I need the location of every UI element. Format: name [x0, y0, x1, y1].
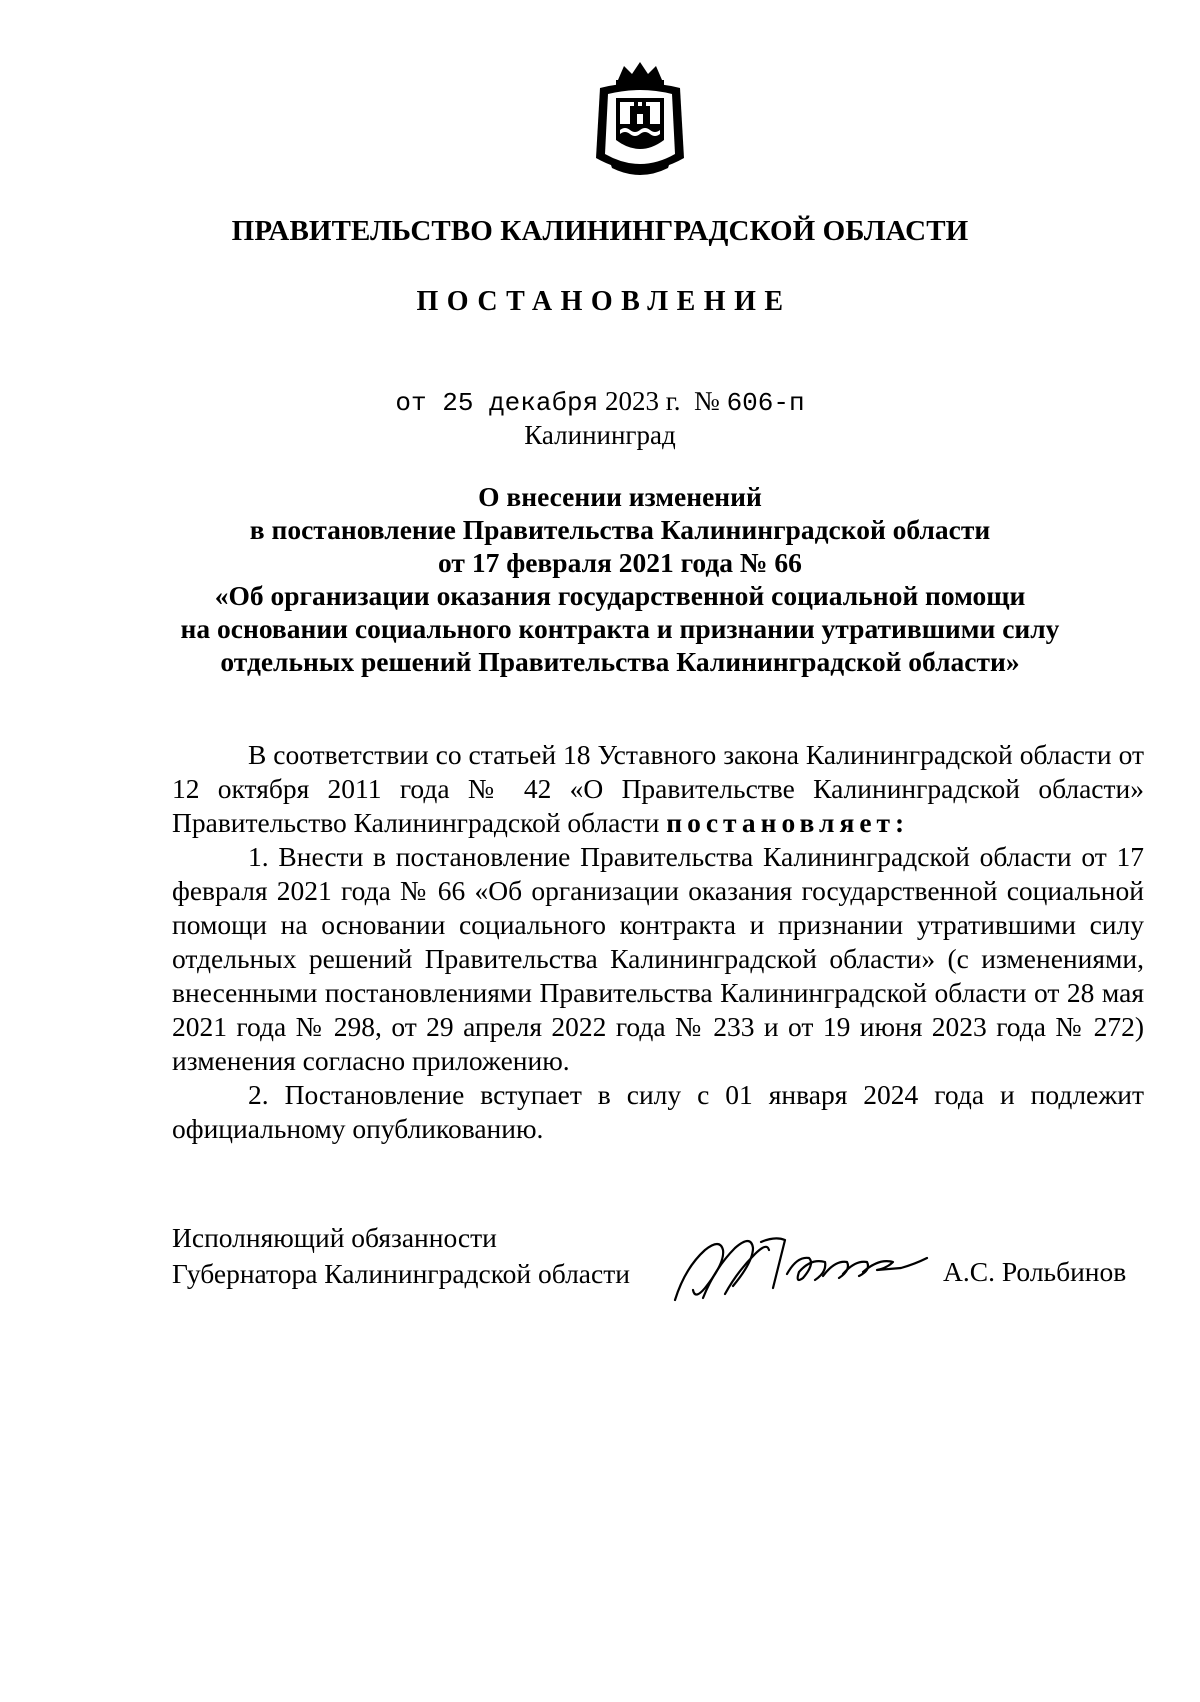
- subject-line: О внесении изменений: [478, 481, 762, 512]
- item-1-paragraph: 1. Внести в постановление Правительства Калининградской области от 17 февраля 2021 года № 66 «Об организации оказания государственной социальной помощи на основании социального контракта и признании утратившими силу отдельных решений Правительства Калининградской области» (с изменениями, внесенными постановлениями Правительства Калининградской области от 28 мая 2021 года № 298, от 29 апреля 2022 года № 233 и от 19 июня 2023 года № 272) изменения согласно приложению.: [172, 841, 1144, 1076]
- document-subject: [160, 480, 1080, 678]
- coat-of-arms-icon: [590, 58, 690, 183]
- preamble-text: В соответствии со статьей 18 Уставного закона Калининградской области от 12 октября 2011 года № 42 «О Правительстве Калининградской области» Правительство Калининградской области: [172, 739, 1144, 838]
- item-2-paragraph: 2. Постановление вступает в силу с 01 января 2024 года и подлежит официальному опубликованию.: [172, 1079, 1144, 1144]
- signer-name: А.С. Рольбинов: [943, 1256, 1127, 1287]
- number-sign: №: [694, 386, 720, 416]
- document-type: ПОСТАНОВЛЕНИЕ: [416, 286, 792, 317]
- organization-title: ПРАВИТЕЛЬСТВО КАЛИНИНГРАДСКОЙ ОБЛАСТИ: [231, 215, 969, 247]
- resolves-word: постановляет:: [666, 807, 910, 838]
- signer-position-line-2: Губернатора Калининградской области: [172, 1258, 630, 1289]
- signer-position-line-1: Исполняющий обязанности: [172, 1222, 497, 1253]
- issue-year: 2023 г.: [605, 386, 681, 416]
- handwritten-signature-icon: [665, 1228, 935, 1308]
- subject-line: на основании социального контракта и признании утратившими силу: [180, 613, 1060, 644]
- subject-line: отдельных решений Правительства Калининградской области»: [220, 646, 1020, 677]
- subject-line: в постановление Правительства Калининградской области: [249, 514, 991, 545]
- issue-date-number: [0, 386, 1200, 418]
- issue-city: Калининград: [524, 420, 676, 450]
- document-body: [172, 738, 1144, 1146]
- issue-date: от 25 декабря: [395, 388, 599, 418]
- subject-line: «Об организации оказания государственной социальной помощи: [214, 580, 1026, 611]
- issue-number: 606-п: [726, 388, 805, 418]
- preamble-paragraph: [172, 738, 1144, 840]
- subject-line: от 17 февраля 2021 года № 66: [438, 547, 802, 578]
